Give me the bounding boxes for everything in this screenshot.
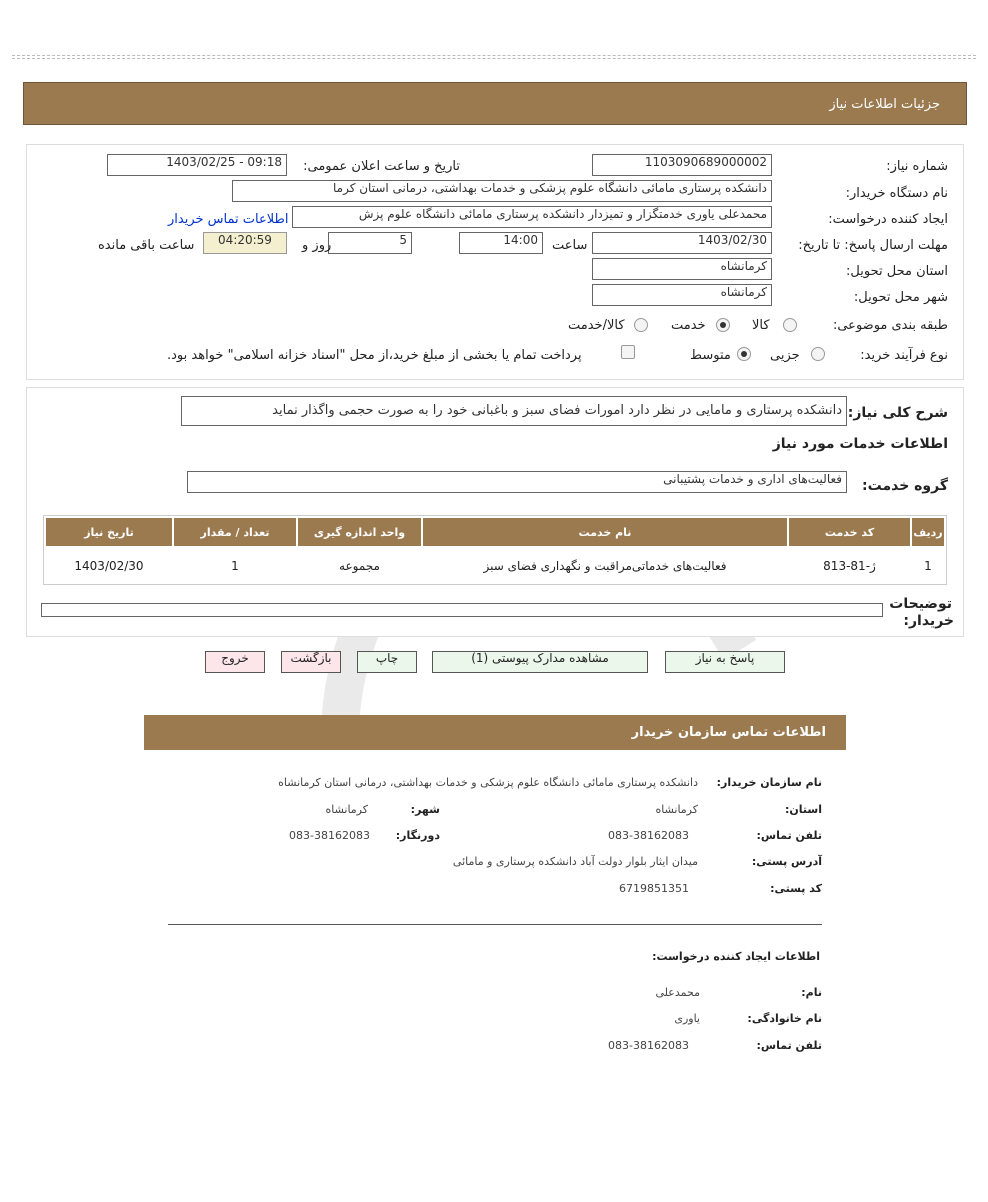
contact-city-label: شهر: <box>410 803 440 816</box>
col-row: ردیف <box>912 518 944 546</box>
cell-name: فعالیت‌های خدماتی‌مراقبت و نگهداری فضای سبز <box>483 559 727 573</box>
process-medium-radio[interactable] <box>737 347 751 361</box>
days-label: روز و <box>302 238 332 253</box>
category-label: طبقه بندی موضوعی: <box>832 318 948 333</box>
buyer-contact-header <box>144 715 846 750</box>
creator-info-title: اطلاعات ایجاد کننده درخواست: <box>652 950 820 963</box>
cell-date: 1403/02/30 <box>74 559 144 573</box>
contact-address-value: میدان ایثار بلوار دولت آباد دانشکده پرستاری و مامائی <box>452 855 698 868</box>
delivery-city-label: شهر محل تحویل: <box>853 290 948 305</box>
contact-fax-label: دورنگار: <box>395 829 440 842</box>
category-service-radio[interactable] <box>716 318 730 332</box>
top-divider <box>12 55 976 59</box>
category-both-label: کالا/خدمت <box>568 318 625 333</box>
category-both-radio[interactable] <box>634 318 648 332</box>
announce-date-field: 1403/02/25 - 09:18 <box>107 154 287 176</box>
buyer-contact-title: اطلاعات تماس سازمان خریدار <box>631 725 826 740</box>
treasury-payment-checkbox[interactable] <box>621 345 635 359</box>
table-row <box>46 548 944 584</box>
days-remaining-field: 5 <box>328 232 412 254</box>
summary-label: شرح کلی نیاز: <box>847 405 948 421</box>
creator-phone-label: تلفن تماس: <box>756 1039 822 1052</box>
table-header-row <box>46 518 944 546</box>
creator-phone-value: 083-38162083 <box>608 1039 689 1052</box>
delivery-city-field: کرمانشاه <box>592 284 772 306</box>
page-title: جزئیات اطلاعات نیاز <box>829 97 940 112</box>
contact-phone-label: تلفن تماس: <box>756 829 822 842</box>
deadline-hour-label: ساعت <box>552 238 588 253</box>
services-table-wrap <box>43 515 947 585</box>
remaining-time-field: 04:20:59 <box>203 232 287 254</box>
need-number-label: شماره نیاز: <box>886 159 948 174</box>
contact-phone-value: 083-38162083 <box>608 829 689 842</box>
process-minor-label: جزیی <box>770 348 800 363</box>
buyer-contact-link[interactable]: اطلاعات تماس خریدار <box>168 212 289 227</box>
creator-name-value: محمدعلی <box>655 986 700 999</box>
deadline-time-field: 14:00 <box>459 232 543 254</box>
summary-field: دانشکده پرستاری و مامایی در نظر دارد امورات فضای سبز و باغبانی خود را به صورت حجمی واگذار نماید <box>181 396 847 426</box>
process-minor-radio[interactable] <box>811 347 825 361</box>
exit-button[interactable]: خروج <box>205 651 265 673</box>
cell-qty: 1 <box>231 559 239 573</box>
creator-label: ایجاد کننده درخواست: <box>828 212 948 227</box>
category-goods-radio[interactable] <box>783 318 797 332</box>
print-button[interactable]: چاپ <box>357 651 417 673</box>
announce-date-label: تاریخ و ساعت اعلان عمومی: <box>303 159 460 174</box>
contact-province-value: کرمانشاه <box>655 803 698 816</box>
contact-divider <box>168 924 822 925</box>
page-header <box>23 82 967 125</box>
col-date: تاریخ نیاز <box>46 518 172 546</box>
buyer-notes-label: توضیحات <box>889 596 952 612</box>
contact-org-value: دانشکده پرستاری مامائی دانشگاه علوم پزشکی و خدمات بهداشتی، درمانی استان کرمانشاه <box>278 776 698 789</box>
process-type-label: نوع فرآیند خرید: <box>860 348 948 363</box>
service-group-field: فعالیت‌های اداری و خدمات پشتیبانی <box>187 471 847 493</box>
contact-postal-value: 6719851351 <box>619 882 689 895</box>
need-number-field: 1103090689000002 <box>592 154 772 176</box>
creator-family-value: یاوری <box>674 1012 700 1025</box>
treasury-payment-note: پرداخت تمام یا بخشی از مبلغ خرید،از محل "اسناد خزانه اسلامی" خواهد بود. <box>167 348 582 363</box>
cell-code: ژ-81-813 <box>823 559 876 573</box>
buyer-notes-field <box>41 603 883 617</box>
col-code: کد خدمت <box>789 518 910 546</box>
contact-org-label: نام سازمان خریدار: <box>716 776 822 789</box>
creator-name-label: نام: <box>801 986 822 999</box>
creator-field: محمدعلی یاوری خدمتگزار و تمیزدار دانشکده پرستاری مامائی دانشگاه علوم پزش <box>292 206 772 228</box>
contact-postal-label: کد پستی: <box>770 882 822 895</box>
service-group-label: گروه خدمت: <box>862 478 948 494</box>
category-goods-label: کالا <box>752 318 770 333</box>
creator-family-label: نام خانوادگی: <box>747 1012 822 1025</box>
cell-unit: مجموعه <box>339 559 380 573</box>
contact-address-label: آدرس پستی: <box>751 855 822 868</box>
col-name: نام خدمت <box>423 518 787 546</box>
services-title: اطلاعات خدمات مورد نیاز <box>772 436 948 452</box>
attachments-button[interactable]: مشاهده مدارک پیوستی (1) <box>432 651 648 673</box>
buyer-notes-label-2: خریدار: <box>903 613 954 629</box>
buyer-org-label: نام دستگاه خریدار: <box>845 186 948 201</box>
col-unit: واحد اندازه گیری <box>298 518 421 546</box>
deadline-label: مهلت ارسال پاسخ: تا تاریخ: <box>798 238 948 253</box>
contact-city-value: کرمانشاه <box>325 803 368 816</box>
remaining-time-label: ساعت باقی مانده <box>98 238 195 253</box>
col-qty: تعداد / مقدار <box>174 518 296 546</box>
delivery-province-label: استان محل تحویل: <box>846 264 948 279</box>
delivery-province-field: کرمانشاه <box>592 258 772 280</box>
services-table <box>44 516 946 586</box>
category-service-label: خدمت <box>671 318 706 333</box>
cell-row: 1 <box>924 559 932 573</box>
reply-button[interactable]: پاسخ به نیاز <box>665 651 785 673</box>
contact-fax-value: 083-38162083 <box>289 829 370 842</box>
buyer-org-field: دانشکده پرستاری مامائی دانشگاه علوم پزشکی و خدمات بهداشتی، درمانی استان کرما <box>232 180 772 202</box>
deadline-date-field: 1403/02/30 <box>592 232 772 254</box>
contact-province-label: استان: <box>785 803 822 816</box>
back-button[interactable]: بازگشت <box>281 651 341 673</box>
process-medium-label: متوسط <box>690 348 731 363</box>
